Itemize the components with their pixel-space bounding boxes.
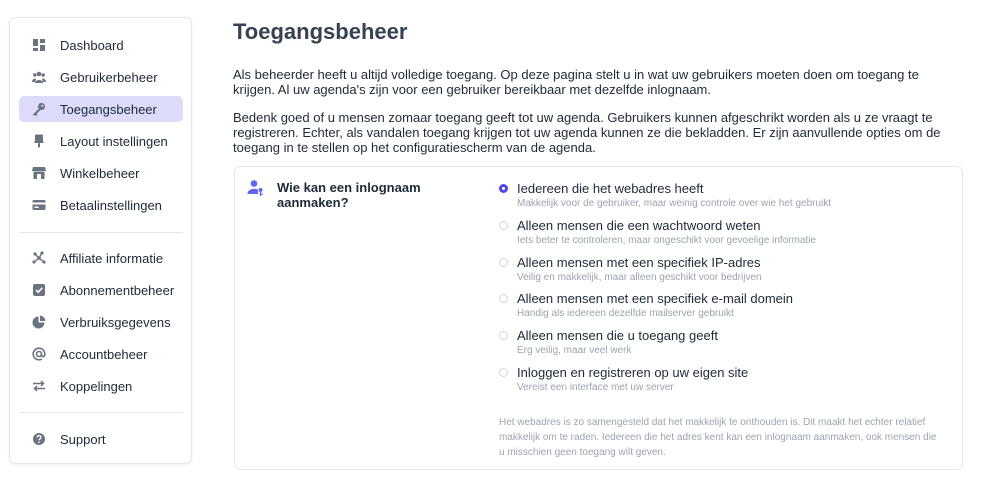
radio-button[interactable] bbox=[499, 294, 508, 303]
sidebar-item-label: Layout instellingen bbox=[60, 133, 168, 149]
radio-button[interactable] bbox=[499, 221, 508, 230]
brush-icon bbox=[31, 133, 47, 149]
option-title: Iedereen die het webadres heeft bbox=[517, 181, 704, 196]
credit-card-icon bbox=[31, 197, 47, 213]
sidebar-item-label: Support bbox=[60, 431, 106, 447]
access-option[interactable] bbox=[499, 328, 939, 358]
intro-paragraph: Als beheerder heeft u altijd volledige toegang. Op deze pagina stelt u in wat uw gebruikers moeten doen om toegang te krijgen. Al uw agenda's zijn voor een gebruiker bereikbaar met dezelfde inlognaam. bbox=[233, 67, 919, 97]
help-circle-icon bbox=[31, 431, 47, 447]
sidebar-item-accountbeheer[interactable] bbox=[19, 341, 183, 367]
radio-button[interactable] bbox=[499, 331, 508, 340]
sidebar-item-label: Accountbeheer bbox=[60, 346, 148, 362]
pie-chart-icon bbox=[31, 314, 47, 330]
sidebar-item-dashboard[interactable] bbox=[19, 32, 183, 58]
option-description: Vereist een interface met uw server bbox=[517, 382, 674, 393]
access-option[interactable] bbox=[499, 291, 939, 321]
option-description: Iets beter te controleren, maar ongeschikt voor gevoelige informatie bbox=[517, 235, 817, 246]
intro-paragraph: Bedenk goed of u mensen zomaar toegang geeft tot uw agenda. Gebruikers kunnen afgeschrikt worden als u ze vraagt te registreren. Echter, als vandalen toegang krijgen tot uw agenda kunnen ze die bekladden. Er zijn aanvullende opties om de toegang in te stellen op het configuratiescherm van de agenda. bbox=[233, 110, 941, 155]
sidebar-divider bbox=[19, 232, 183, 233]
access-settings-card bbox=[234, 166, 963, 470]
option-description: Erg veilig, maar veel werk bbox=[517, 345, 632, 356]
option-title: Alleen mensen die een wachtwoord weten bbox=[517, 218, 761, 233]
sidebar-item-layout-instellingen[interactable] bbox=[19, 128, 183, 154]
sidebar-divider bbox=[19, 412, 183, 413]
arrows-icon bbox=[31, 378, 47, 394]
option-title: Alleen mensen met een specifiek IP-adres bbox=[517, 255, 761, 270]
sidebar-item-label: Koppelingen bbox=[60, 378, 133, 394]
sidebar-item-label: Verbruiksgegevens bbox=[60, 314, 171, 330]
option-title: Alleen mensen die u toegang geeft bbox=[517, 328, 718, 343]
sidebar-item-label: Betaalinstellingen bbox=[60, 197, 162, 213]
access-option[interactable] bbox=[499, 218, 939, 248]
radio-button[interactable] bbox=[499, 258, 508, 267]
sidebar-item-label: Gebruikerbeheer bbox=[60, 69, 158, 85]
dashboard-icon bbox=[31, 37, 47, 53]
radio-button-selected[interactable] bbox=[499, 184, 508, 193]
store-icon bbox=[31, 165, 47, 181]
user-key-icon bbox=[247, 179, 265, 197]
sidebar-item-toegangsbeheer[interactable] bbox=[19, 96, 183, 122]
help-text: Het webadres is zo samengesteld dat het makkelijk te onthouden is. Dit maakt het echter relatief makkelijk om te raden. Iedereen die het adres kent kan een inlognaam aanmaken, ook mensen die u misschien geen toegang wilt geven. bbox=[499, 417, 937, 458]
sidebar-item-label: Abonnementbeheer bbox=[60, 282, 175, 298]
sidebar-item-affiliate-informatie[interactable] bbox=[19, 245, 183, 271]
sidebar-item-winkelbeheer[interactable] bbox=[19, 160, 183, 186]
users-icon bbox=[31, 69, 47, 85]
network-icon bbox=[31, 250, 47, 266]
radio-button[interactable] bbox=[499, 368, 508, 377]
access-option[interactable] bbox=[499, 255, 939, 285]
option-title: Inloggen en registreren op uw eigen site bbox=[517, 365, 749, 380]
sidebar bbox=[9, 17, 192, 464]
at-sign-icon bbox=[31, 346, 47, 362]
checkbox-icon bbox=[31, 282, 47, 298]
sidebar-item-verbruiksgegevens[interactable] bbox=[19, 309, 183, 335]
sidebar-item-label: Affiliate informatie bbox=[60, 250, 164, 266]
sidebar-item-support[interactable] bbox=[19, 426, 183, 452]
option-description: Handig als iedereen dezelfde mailserver gebruikt bbox=[517, 308, 734, 319]
sidebar-item-label: Toegangsbeheer bbox=[60, 101, 157, 117]
access-option[interactable] bbox=[499, 181, 939, 211]
option-title: Alleen mensen met een specifiek e-mail domein bbox=[517, 291, 794, 306]
option-description: Veilig en makkelijk, maar alleen geschikt voor bedrijven bbox=[517, 272, 762, 283]
sidebar-item-betaalinstellingen[interactable] bbox=[19, 192, 183, 218]
sidebar-item-label: Dashboard bbox=[60, 37, 124, 53]
key-icon bbox=[31, 101, 47, 117]
page-title: Toegangsbeheer bbox=[233, 19, 408, 44]
sidebar-item-gebruikerbeheer[interactable] bbox=[19, 64, 183, 90]
sidebar-item-koppelingen[interactable] bbox=[19, 373, 183, 399]
sidebar-item-abonnementbeheer[interactable] bbox=[19, 277, 183, 303]
sidebar-item-label: Winkelbeheer bbox=[60, 165, 140, 181]
option-description: Makkelijk voor de gebruiker, maar weinig controle over wie het gebruikt bbox=[517, 198, 832, 209]
question-label: Wie kan een inlognaam aanmaken? bbox=[277, 180, 421, 210]
access-option[interactable] bbox=[499, 365, 939, 395]
